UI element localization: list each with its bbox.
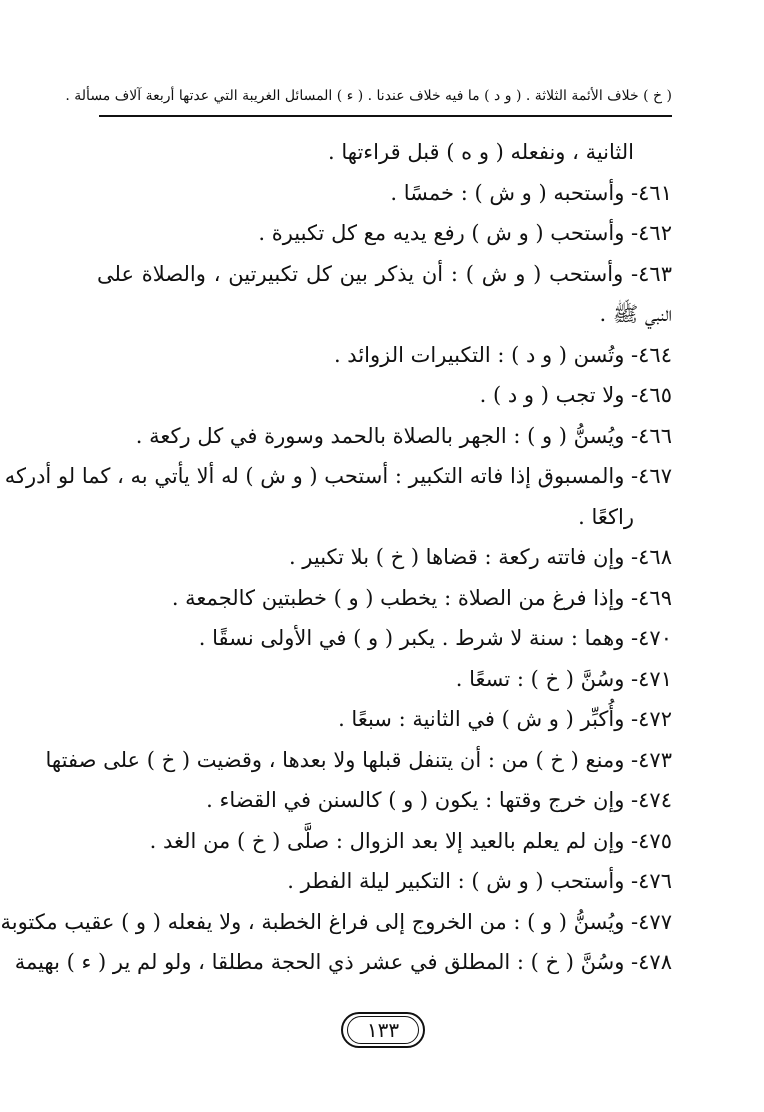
text-line: الثانية ، ونفعله ( و ه ) قبل قراءتها .: [328, 140, 634, 164]
page-number: ١٣٣: [366, 1018, 400, 1042]
page-number-frame: [341, 1012, 425, 1048]
text-line: ٤٦١- وأستحبه ( و ش ) : خمسًا .: [390, 180, 672, 205]
text-line: ٤٦٤- وتُسن ( و د ) : التكبيرات الزوائد .: [333, 342, 672, 367]
header-rule: [99, 115, 672, 117]
text-line: ٤٧٧- ويُسنُّ ( و ) : من الخروج إلى فراغ الخطبة ، ولا يفعله ( و ) عقيب مكتوبة: [0, 909, 672, 934]
text-line: ٤٧٢- وأُكبِّر ( و ش ) في الثانية : سبعًا .: [338, 707, 672, 731]
text-line: ٤٧١- وسُنَّ ( خ ) : تسعًا .: [455, 666, 672, 691]
text-line: ٤٦٣- وأستحب ( و ش ) : أن يذكر بين كل تكبيرتين ، والصلاة على: [97, 261, 672, 286]
text-line: راكعًا .: [578, 504, 634, 529]
text-line: ٤٧٨- وسُنَّ ( خ ) : المطلق في عشر ذي الحجة مطلقا ، ولو لم ير ( ء ) بهيمة: [14, 950, 672, 974]
text-line: ٤٧٥- وإن لم يعلم بالعيد إلا بعد الزوال : صلَّى ( خ ) من الغد .: [149, 828, 672, 853]
text-line: ٤٦٨- وإن فاتته ركعة : قضاها ( خ ) بلا تكبير .: [288, 545, 672, 569]
text-line: ٤٧٣- ومنع ( خ ) من : أن يتنفل قبلها ولا بعدها ، وقضيت ( خ ) على صفتها: [45, 747, 672, 772]
text-line: ٤٦٩- وإذا فرغ من الصلاة : يخطب ( و ) خطبتين كالجمعة .: [171, 585, 672, 610]
text-line: ٤٧٠- وهما : سنة لا شرط . يكبر ( و ) في الأولى نسقًا .: [198, 626, 672, 650]
text-line: ٤٦٧- والمسبوق إذا فاته التكبير : أستحب ( و ش ) له ألا يأتي به ، كما لو أدركه: [4, 464, 672, 488]
text-line: ٤٧٦- وأستحب ( و ش ) : التكبير ليلة الفطر .: [287, 869, 672, 893]
text-line: النبي ﷺ .: [599, 302, 672, 326]
text-line: ٤٦٥- ولا تجب ( و د ) .: [479, 383, 672, 407]
running-header: ( خ ) خلاف الأئمة الثلاثة . ( و د ) ما فيه خلاف عندنا . ( ء ) المسائل الغريبة التي عدتها أربعة آلاف مسألة .: [65, 88, 672, 104]
text-line: ٤٦٦- ويُسنُّ ( و ) : الجهر بالصلاة بالحمد وسورة في كل ركعة .: [135, 423, 672, 448]
text-line: ٤٦٢- وأستحب ( و ش ) رفع يديه مع كل تكبيرة .: [258, 221, 672, 245]
body-text: [0, 132, 672, 983]
text-line: ٤٧٤- وإن خرج وقتها : يكون ( و ) كالسنن في القضاء .: [206, 788, 672, 812]
